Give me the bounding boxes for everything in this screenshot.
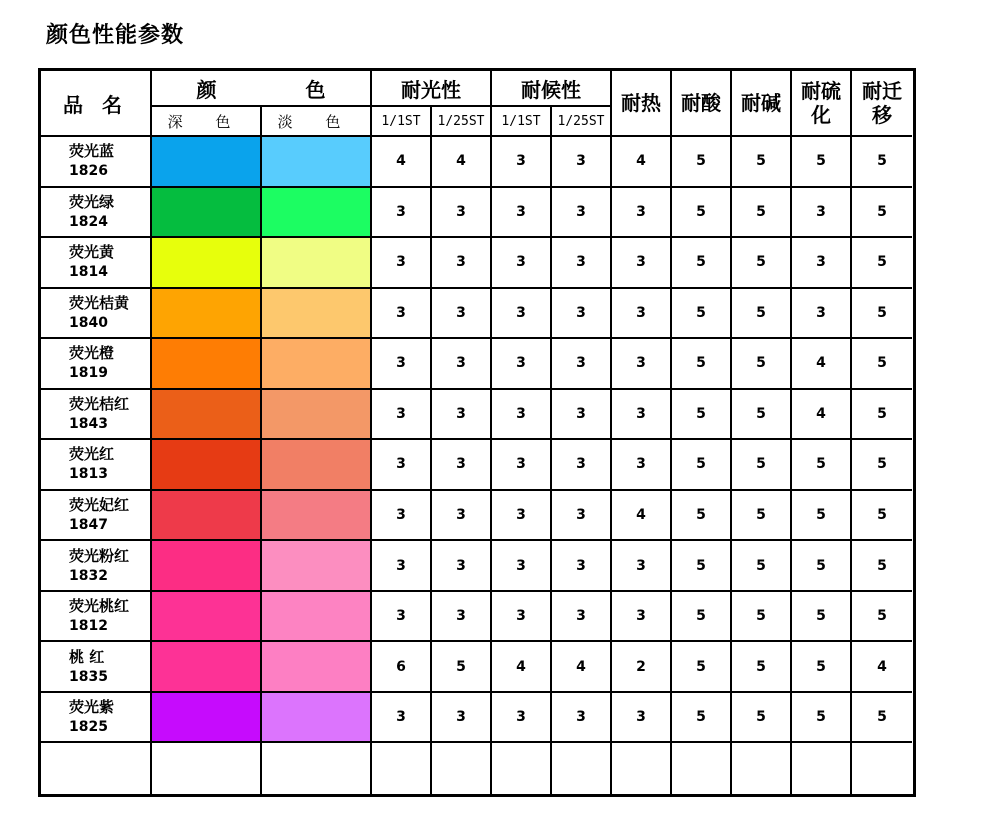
rating-heat: 4 — [612, 491, 672, 542]
product-code: 1813 — [69, 466, 108, 483]
rating-heat: 3 — [612, 339, 672, 390]
rating-lf1: 3 — [372, 693, 432, 744]
rating-migration: 5 — [852, 693, 912, 744]
rating-wf25: 3 — [552, 440, 612, 491]
header-weatherability-1-25: 1/25ST — [552, 107, 612, 137]
product-name: 荧光桃红 — [69, 597, 130, 616]
rating-heat: 3 — [612, 238, 672, 289]
empty-cell — [612, 743, 672, 794]
rating-acid: 5 — [672, 390, 732, 441]
rating-lf25: 3 — [432, 188, 492, 239]
rating-lf1: 3 — [372, 238, 432, 289]
rating-wf25: 3 — [552, 541, 612, 592]
product-code: 1819 — [69, 365, 108, 382]
product-name-cell — [41, 693, 152, 744]
rating-acid: 5 — [672, 339, 732, 390]
rating-sulfide: 5 — [792, 491, 852, 542]
product-name-cell — [41, 188, 152, 239]
rating-wf1: 3 — [492, 440, 552, 491]
rating-lf25: 3 — [432, 440, 492, 491]
rating-lf1: 6 — [372, 642, 432, 693]
rating-sulfide: 5 — [792, 541, 852, 592]
header-deep: 深 色 — [152, 107, 262, 137]
empty-cell — [792, 743, 852, 794]
rating-alkali: 5 — [732, 238, 792, 289]
rating-heat: 3 — [612, 289, 672, 340]
rating-sulfide: 4 — [792, 390, 852, 441]
rating-wf25: 3 — [552, 188, 612, 239]
rating-acid: 5 — [672, 289, 732, 340]
rating-acid: 5 — [672, 238, 732, 289]
rating-lf1: 3 — [372, 188, 432, 239]
rating-lf25: 3 — [432, 390, 492, 441]
rating-migration: 5 — [852, 440, 912, 491]
deep-color-swatch — [152, 642, 262, 693]
product-name: 荧光妃红 — [69, 496, 130, 515]
rating-wf1: 3 — [492, 491, 552, 542]
header-lightfastness: 耐光性 — [372, 71, 492, 107]
product-name: 荧光红 — [69, 445, 115, 464]
rating-alkali: 5 — [732, 491, 792, 542]
rating-sulfide: 5 — [792, 440, 852, 491]
rating-lf1: 3 — [372, 592, 432, 643]
rating-migration: 5 — [852, 238, 912, 289]
rating-lf25: 3 — [432, 491, 492, 542]
rating-lf25: 3 — [432, 541, 492, 592]
rating-lf25: 3 — [432, 693, 492, 744]
product-name-cell — [41, 238, 152, 289]
rating-wf25: 3 — [552, 137, 612, 188]
rating-heat: 3 — [612, 440, 672, 491]
header-sulfide: 耐硫化 — [792, 71, 852, 137]
header-weatherability: 耐候性 — [492, 71, 612, 107]
product-name: 桃 红 — [69, 647, 105, 666]
product-name: 荧光桔黄 — [69, 293, 130, 312]
product-name-cell — [41, 491, 152, 542]
light-color-swatch — [262, 390, 372, 441]
rating-sulfide: 5 — [792, 137, 852, 188]
product-code: 1835 — [69, 668, 108, 685]
rating-heat: 3 — [612, 592, 672, 643]
product-name-cell — [41, 440, 152, 491]
rating-sulfide: 5 — [792, 693, 852, 744]
rating-lf25: 3 — [432, 592, 492, 643]
rating-migration: 5 — [852, 390, 912, 441]
header-color — [152, 71, 372, 107]
header-heat: 耐热 — [612, 71, 672, 137]
deep-color-swatch — [152, 440, 262, 491]
empty-cell — [152, 743, 262, 794]
deep-color-swatch — [152, 541, 262, 592]
product-code: 1824 — [69, 213, 108, 230]
header-color-right: 色 — [305, 77, 326, 102]
light-color-swatch — [262, 541, 372, 592]
rating-wf1: 3 — [492, 289, 552, 340]
rating-alkali: 5 — [732, 693, 792, 744]
rating-wf1: 4 — [492, 642, 552, 693]
rating-wf1: 3 — [492, 390, 552, 441]
rating-wf1: 3 — [492, 137, 552, 188]
product-name: 荧光黄 — [69, 243, 115, 262]
rating-acid: 5 — [672, 137, 732, 188]
rating-migration: 5 — [852, 188, 912, 239]
empty-cell — [41, 743, 152, 794]
rating-wf25: 3 — [552, 592, 612, 643]
product-name-cell — [41, 592, 152, 643]
product-code: 1847 — [69, 517, 108, 534]
rating-wf25: 3 — [552, 289, 612, 340]
product-name-cell — [41, 390, 152, 441]
rating-wf1: 3 — [492, 339, 552, 390]
product-name: 荧光紫 — [69, 698, 115, 717]
product-name-cell — [41, 541, 152, 592]
light-color-swatch — [262, 289, 372, 340]
rating-wf1: 3 — [492, 592, 552, 643]
rating-lf1: 3 — [372, 390, 432, 441]
rating-acid: 5 — [672, 642, 732, 693]
rating-sulfide: 3 — [792, 289, 852, 340]
product-name-cell — [41, 642, 152, 693]
rating-wf25: 4 — [552, 642, 612, 693]
light-color-swatch — [262, 592, 372, 643]
rating-lf25: 5 — [432, 642, 492, 693]
rating-acid: 5 — [672, 491, 732, 542]
empty-cell — [552, 743, 612, 794]
product-code: 1812 — [69, 618, 108, 635]
header-color-left: 颜 — [196, 77, 217, 102]
rating-migration: 5 — [852, 491, 912, 542]
header-alkali: 耐碱 — [732, 71, 792, 137]
rating-acid: 5 — [672, 188, 732, 239]
rating-alkali: 5 — [732, 289, 792, 340]
product-name-cell — [41, 339, 152, 390]
product-code: 1832 — [69, 567, 108, 584]
rating-alkali: 5 — [732, 339, 792, 390]
empty-cell — [732, 743, 792, 794]
rating-acid: 5 — [672, 440, 732, 491]
color-performance-table — [38, 68, 916, 797]
light-color-swatch — [262, 491, 372, 542]
product-code: 1826 — [69, 163, 108, 180]
rating-acid: 5 — [672, 693, 732, 744]
header-product-name: 品 名 — [41, 71, 152, 137]
rating-alkali: 5 — [732, 440, 792, 491]
rating-alkali: 5 — [732, 541, 792, 592]
rating-migration: 5 — [852, 339, 912, 390]
rating-alkali: 5 — [732, 137, 792, 188]
rating-wf25: 3 — [552, 693, 612, 744]
deep-color-swatch — [152, 188, 262, 239]
rating-heat: 3 — [612, 693, 672, 744]
rating-sulfide: 5 — [792, 642, 852, 693]
header-acid: 耐酸 — [672, 71, 732, 137]
rating-alkali: 5 — [732, 592, 792, 643]
light-color-swatch — [262, 642, 372, 693]
rating-lf1: 3 — [372, 339, 432, 390]
rating-wf1: 3 — [492, 541, 552, 592]
empty-cell — [372, 743, 432, 794]
rating-heat: 2 — [612, 642, 672, 693]
rating-alkali: 5 — [732, 390, 792, 441]
header-migration: 耐迁移 — [852, 71, 912, 137]
product-name-cell — [41, 289, 152, 340]
rating-lf25: 3 — [432, 289, 492, 340]
deep-color-swatch — [152, 238, 262, 289]
rating-wf25: 3 — [552, 390, 612, 441]
rating-lf25: 3 — [432, 339, 492, 390]
rating-sulfide: 4 — [792, 339, 852, 390]
rating-migration: 5 — [852, 137, 912, 188]
rating-lf1: 3 — [372, 541, 432, 592]
rating-alkali: 5 — [732, 188, 792, 239]
header-light: 淡 色 — [262, 107, 372, 137]
light-color-swatch — [262, 137, 372, 188]
deep-color-swatch — [152, 137, 262, 188]
rating-lf25: 3 — [432, 238, 492, 289]
rating-alkali: 5 — [732, 642, 792, 693]
empty-cell — [262, 743, 372, 794]
empty-cell — [492, 743, 552, 794]
rating-acid: 5 — [672, 592, 732, 643]
product-code: 1840 — [69, 314, 108, 331]
product-code: 1825 — [69, 719, 108, 736]
rating-migration: 4 — [852, 642, 912, 693]
product-code: 1843 — [69, 415, 108, 432]
rating-lf1: 4 — [372, 137, 432, 188]
header-lightfastness-1-1: 1/1ST — [372, 107, 432, 137]
rating-lf1: 3 — [372, 491, 432, 542]
rating-lf1: 3 — [372, 289, 432, 340]
rating-wf25: 3 — [552, 339, 612, 390]
rating-wf25: 3 — [552, 491, 612, 542]
rating-lf25: 4 — [432, 137, 492, 188]
rating-migration: 5 — [852, 289, 912, 340]
header-weatherability-1-1: 1/1ST — [492, 107, 552, 137]
light-color-swatch — [262, 238, 372, 289]
rating-heat: 4 — [612, 137, 672, 188]
empty-cell — [432, 743, 492, 794]
rating-heat: 3 — [612, 541, 672, 592]
product-code: 1814 — [69, 264, 108, 281]
rating-acid: 5 — [672, 541, 732, 592]
product-name: 荧光蓝 — [69, 142, 115, 161]
deep-color-swatch — [152, 289, 262, 340]
page-title: 颜色性能参数 — [46, 23, 185, 48]
empty-cell — [672, 743, 732, 794]
product-name: 荧光粉红 — [69, 546, 130, 565]
deep-color-swatch — [152, 491, 262, 542]
rating-heat: 3 — [612, 390, 672, 441]
light-color-swatch — [262, 188, 372, 239]
deep-color-swatch — [152, 693, 262, 744]
rating-sulfide: 3 — [792, 238, 852, 289]
rating-wf1: 3 — [492, 238, 552, 289]
rating-migration: 5 — [852, 541, 912, 592]
rating-sulfide: 5 — [792, 592, 852, 643]
deep-color-swatch — [152, 592, 262, 643]
light-color-swatch — [262, 440, 372, 491]
deep-color-swatch — [152, 339, 262, 390]
product-name: 荧光绿 — [69, 192, 115, 211]
empty-cell — [852, 743, 912, 794]
product-name: 荧光橙 — [69, 344, 115, 363]
product-name-cell — [41, 137, 152, 188]
rating-lf1: 3 — [372, 440, 432, 491]
header-lightfastness-1-25: 1/25ST — [432, 107, 492, 137]
light-color-swatch — [262, 693, 372, 744]
light-color-swatch — [262, 339, 372, 390]
rating-wf1: 3 — [492, 188, 552, 239]
rating-migration: 5 — [852, 592, 912, 643]
deep-color-swatch — [152, 390, 262, 441]
rating-sulfide: 3 — [792, 188, 852, 239]
rating-heat: 3 — [612, 188, 672, 239]
product-name: 荧光桔红 — [69, 394, 130, 413]
rating-wf1: 3 — [492, 693, 552, 744]
rating-wf25: 3 — [552, 238, 612, 289]
